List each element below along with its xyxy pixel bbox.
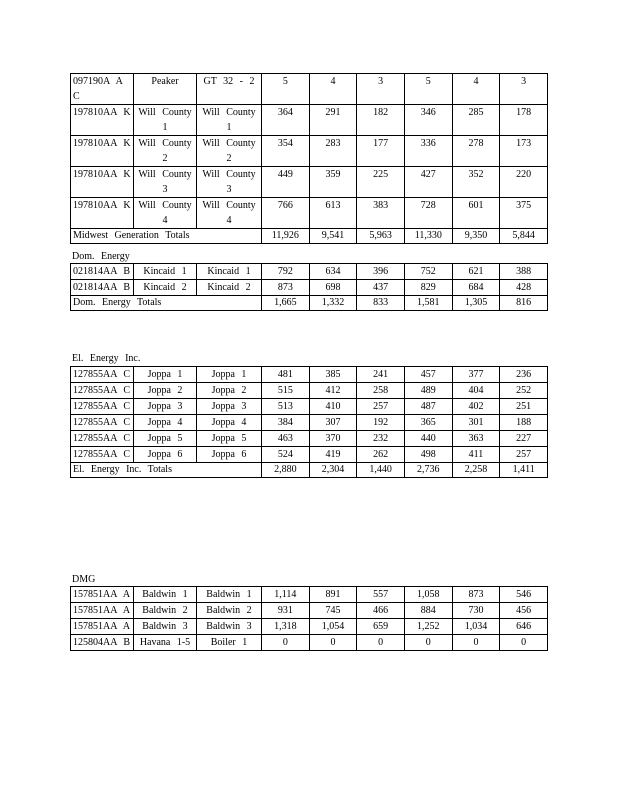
- dmg-table: [70, 586, 548, 651]
- boiler-cell: GT 32 - 2: [197, 74, 262, 105]
- value-cell: 173: [500, 136, 548, 167]
- value-cell: 285: [452, 105, 500, 136]
- value-cell: 220: [500, 167, 548, 198]
- unit-name-cell: Will County 3: [134, 167, 197, 198]
- total-value: 9,350: [452, 229, 500, 244]
- table-row: [71, 383, 548, 399]
- value-cell: 884: [404, 603, 452, 619]
- total-value: 1,665: [262, 296, 310, 311]
- value-cell: 646: [500, 619, 548, 635]
- table-row: [71, 367, 548, 383]
- value-cell: 370: [309, 431, 357, 447]
- value-cell: 1,058: [404, 587, 452, 603]
- unit-id-cell: 127855AA C: [71, 415, 134, 431]
- totals-row: [71, 229, 548, 244]
- value-cell: 383: [357, 198, 405, 229]
- value-cell: 4: [452, 74, 500, 105]
- boiler-cell: Kincaid 2: [197, 280, 262, 296]
- table-row: [71, 447, 548, 463]
- unit-id-cell: 197810AA K: [71, 198, 134, 229]
- section-heading-dmg: DMG: [72, 574, 96, 585]
- value-cell: 412: [309, 383, 357, 399]
- value-cell: 613: [309, 198, 357, 229]
- table-row: [71, 280, 548, 296]
- total-value: 5,963: [357, 229, 405, 244]
- value-cell: 931: [262, 603, 310, 619]
- unit-name-cell: Havana 1-5: [134, 635, 197, 651]
- unit-name-cell: Kincaid 1: [134, 264, 197, 280]
- table-row: [71, 136, 548, 167]
- table-row: [71, 399, 548, 415]
- value-cell: 1,034: [452, 619, 500, 635]
- value-cell: 301: [452, 415, 500, 431]
- value-cell: 0: [309, 635, 357, 651]
- total-value: 1,581: [404, 296, 452, 311]
- value-cell: 427: [404, 167, 452, 198]
- value-cell: 601: [452, 198, 500, 229]
- value-cell: 456: [500, 603, 548, 619]
- value-cell: 177: [357, 136, 405, 167]
- value-cell: 359: [309, 167, 357, 198]
- total-value: 816: [500, 296, 548, 311]
- section-heading-dom-energy: Dom. Energy: [72, 251, 130, 262]
- value-cell: 829: [404, 280, 452, 296]
- total-value: 11,330: [404, 229, 452, 244]
- unit-name-cell: Will County 4: [134, 198, 197, 229]
- value-cell: 236: [500, 367, 548, 383]
- value-cell: 4: [309, 74, 357, 105]
- value-cell: 498: [404, 447, 452, 463]
- value-cell: 557: [357, 587, 405, 603]
- el-energy-table: [70, 366, 548, 478]
- value-cell: 487: [404, 399, 452, 415]
- value-cell: 404: [452, 383, 500, 399]
- boiler-cell: Joppa 5: [197, 431, 262, 447]
- total-value: 2,304: [309, 463, 357, 478]
- value-cell: 766: [262, 198, 310, 229]
- value-cell: 481: [262, 367, 310, 383]
- unit-id-cell: 197810AA K: [71, 136, 134, 167]
- value-cell: 283: [309, 136, 357, 167]
- unit-id-cell: 021814AA B: [71, 264, 134, 280]
- unit-name-cell: Will County 2: [134, 136, 197, 167]
- value-cell: 457: [404, 367, 452, 383]
- unit-id-cell: 127855AA C: [71, 367, 134, 383]
- value-cell: 352: [452, 167, 500, 198]
- boiler-cell: Joppa 4: [197, 415, 262, 431]
- value-cell: 0: [500, 635, 548, 651]
- value-cell: 307: [309, 415, 357, 431]
- boiler-cell: Will County 4: [197, 198, 262, 229]
- unit-id-cell: 097190A A C: [71, 74, 134, 105]
- value-cell: 396: [357, 264, 405, 280]
- value-cell: 375: [500, 198, 548, 229]
- unit-id-cell: 127855AA C: [71, 399, 134, 415]
- value-cell: 0: [404, 635, 452, 651]
- dom-energy-table: [70, 263, 548, 311]
- total-value: 11,926: [262, 229, 310, 244]
- boiler-cell: Baldwin 1: [197, 587, 262, 603]
- unit-name-cell: Joppa 5: [134, 431, 197, 447]
- value-cell: 365: [404, 415, 452, 431]
- value-cell: 513: [262, 399, 310, 415]
- value-cell: 891: [309, 587, 357, 603]
- value-cell: 363: [452, 431, 500, 447]
- unit-id-cell: 127855AA C: [71, 383, 134, 399]
- value-cell: 546: [500, 587, 548, 603]
- boiler-cell: Joppa 2: [197, 383, 262, 399]
- totals-label: Dom. Energy Totals: [71, 296, 197, 311]
- value-cell: 1,318: [262, 619, 310, 635]
- unit-id-cell: 125804AA B: [71, 635, 134, 651]
- value-cell: 3: [500, 74, 548, 105]
- value-cell: 257: [357, 399, 405, 415]
- unit-id-cell: 127855AA C: [71, 447, 134, 463]
- unit-id-cell: 157851AA A: [71, 603, 134, 619]
- boiler-cell: Joppa 3: [197, 399, 262, 415]
- total-value: 9,541: [309, 229, 357, 244]
- unit-name-cell: Peaker: [134, 74, 197, 105]
- unit-id-cell: 021814AA B: [71, 280, 134, 296]
- value-cell: 463: [262, 431, 310, 447]
- table-row: [71, 619, 548, 635]
- value-cell: 752: [404, 264, 452, 280]
- value-cell: 1,252: [404, 619, 452, 635]
- value-cell: 515: [262, 383, 310, 399]
- value-cell: 440: [404, 431, 452, 447]
- value-cell: 241: [357, 367, 405, 383]
- totals-label: El. Energy Inc. Totals: [71, 463, 197, 478]
- value-cell: 354: [262, 136, 310, 167]
- totals-row: [71, 463, 548, 478]
- totals-row: [71, 296, 548, 311]
- value-cell: 192: [357, 415, 405, 431]
- table-row: [71, 167, 548, 198]
- value-cell: 0: [262, 635, 310, 651]
- totals-label: Midwest Generation Totals: [71, 229, 197, 244]
- unit-name-cell: Baldwin 2: [134, 603, 197, 619]
- boiler-cell: Will County 1: [197, 105, 262, 136]
- table-row: [71, 198, 548, 229]
- value-cell: 0: [357, 635, 405, 651]
- unit-id-cell: 197810AA K: [71, 167, 134, 198]
- value-cell: 792: [262, 264, 310, 280]
- boiler-cell: Baldwin 3: [197, 619, 262, 635]
- total-value: 1,332: [309, 296, 357, 311]
- total-value: 1,440: [357, 463, 405, 478]
- unit-name-cell: Joppa 6: [134, 447, 197, 463]
- unit-id-cell: 157851AA A: [71, 619, 134, 635]
- value-cell: 262: [357, 447, 405, 463]
- unit-id-cell: 197810AA K: [71, 105, 134, 136]
- value-cell: 634: [309, 264, 357, 280]
- value-cell: 466: [357, 603, 405, 619]
- value-cell: 227: [500, 431, 548, 447]
- value-cell: 524: [262, 447, 310, 463]
- value-cell: 873: [452, 587, 500, 603]
- boiler-cell: Baldwin 2: [197, 603, 262, 619]
- table-row: [71, 264, 548, 280]
- value-cell: 252: [500, 383, 548, 399]
- unit-name-cell: Joppa 1: [134, 367, 197, 383]
- value-cell: 364: [262, 105, 310, 136]
- unit-name-cell: Joppa 2: [134, 383, 197, 399]
- total-value: 2,736: [404, 463, 452, 478]
- value-cell: 410: [309, 399, 357, 415]
- table-row: [71, 431, 548, 447]
- midwest-generation-table: [70, 73, 548, 244]
- unit-id-cell: 157851AA A: [71, 587, 134, 603]
- value-cell: 419: [309, 447, 357, 463]
- total-value: 833: [357, 296, 405, 311]
- unit-name-cell: Will County 1: [134, 105, 197, 136]
- value-cell: 0: [452, 635, 500, 651]
- unit-name-cell: Kincaid 2: [134, 280, 197, 296]
- value-cell: 437: [357, 280, 405, 296]
- value-cell: 428: [500, 280, 548, 296]
- table-row: [71, 635, 548, 651]
- value-cell: 384: [262, 415, 310, 431]
- value-cell: 698: [309, 280, 357, 296]
- value-cell: 232: [357, 431, 405, 447]
- value-cell: 182: [357, 105, 405, 136]
- boiler-cell: Boiler 1: [197, 635, 262, 651]
- value-cell: 385: [309, 367, 357, 383]
- value-cell: 388: [500, 264, 548, 280]
- value-cell: 449: [262, 167, 310, 198]
- unit-name-cell: Joppa 4: [134, 415, 197, 431]
- total-value: 2,258: [452, 463, 500, 478]
- value-cell: 489: [404, 383, 452, 399]
- value-cell: 621: [452, 264, 500, 280]
- value-cell: 251: [500, 399, 548, 415]
- value-cell: 873: [262, 280, 310, 296]
- value-cell: 346: [404, 105, 452, 136]
- boiler-cell: Will County 2: [197, 136, 262, 167]
- value-cell: 178: [500, 105, 548, 136]
- value-cell: 257: [500, 447, 548, 463]
- section-heading-el-energy: El. Energy Inc.: [72, 353, 141, 364]
- value-cell: 5: [404, 74, 452, 105]
- table-row: [71, 603, 548, 619]
- value-cell: 402: [452, 399, 500, 415]
- value-cell: 684: [452, 280, 500, 296]
- value-cell: 3: [357, 74, 405, 105]
- value-cell: 728: [404, 198, 452, 229]
- value-cell: 745: [309, 603, 357, 619]
- total-value: 5,844: [500, 229, 548, 244]
- boiler-cell: Joppa 6: [197, 447, 262, 463]
- table-row: [71, 105, 548, 136]
- table-row: [71, 74, 548, 105]
- unit-name-cell: Joppa 3: [134, 399, 197, 415]
- total-value: 2,880: [262, 463, 310, 478]
- value-cell: 291: [309, 105, 357, 136]
- table-row: [71, 587, 548, 603]
- value-cell: 1,114: [262, 587, 310, 603]
- value-cell: 278: [452, 136, 500, 167]
- unit-name-cell: Baldwin 3: [134, 619, 197, 635]
- unit-id-cell: 127855AA C: [71, 431, 134, 447]
- table-row: [71, 415, 548, 431]
- value-cell: 258: [357, 383, 405, 399]
- total-value: 1,305: [452, 296, 500, 311]
- value-cell: 5: [262, 74, 310, 105]
- value-cell: 1,054: [309, 619, 357, 635]
- total-value: 1,411: [500, 463, 548, 478]
- value-cell: 188: [500, 415, 548, 431]
- value-cell: 411: [452, 447, 500, 463]
- value-cell: 225: [357, 167, 405, 198]
- value-cell: 336: [404, 136, 452, 167]
- boiler-cell: Kincaid 1: [197, 264, 262, 280]
- boiler-cell: Will County 3: [197, 167, 262, 198]
- value-cell: 377: [452, 367, 500, 383]
- unit-name-cell: Baldwin 1: [134, 587, 197, 603]
- value-cell: 659: [357, 619, 405, 635]
- value-cell: 730: [452, 603, 500, 619]
- boiler-cell: Joppa 1: [197, 367, 262, 383]
